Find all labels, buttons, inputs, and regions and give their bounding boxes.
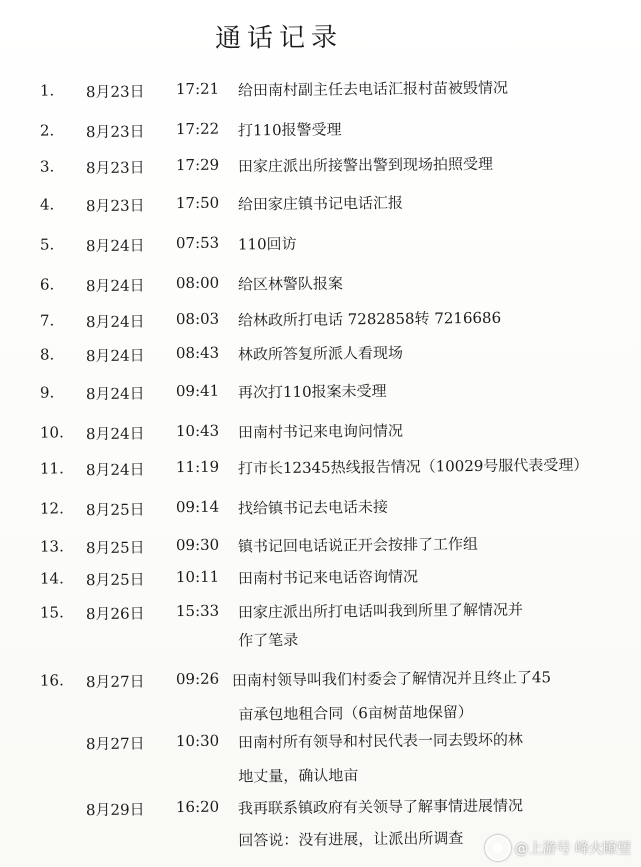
- record-date: 8月23日: [85, 196, 145, 216]
- record-description-continued: 亩承包地租合同（6亩树苗地保留）: [238, 703, 473, 724]
- record-number: 8.: [39, 345, 55, 364]
- record-number: 10.: [39, 423, 64, 442]
- call-record-row: [0, 453, 641, 490]
- record-description: 110回访: [237, 234, 297, 254]
- call-record-row: [0, 493, 641, 530]
- record-description: 再次打110报案未受理: [237, 381, 387, 402]
- record-description: 田南村书记来电询问情况: [237, 421, 404, 442]
- record-number: 16.: [39, 671, 64, 690]
- call-record-row: [0, 727, 641, 786]
- record-description: 给区林警队报案: [237, 274, 344, 294]
- record-date: 8月24日: [85, 276, 145, 296]
- call-record-row: [0, 269, 641, 306]
- record-number: 11.: [39, 459, 64, 478]
- record-number: 5.: [39, 235, 55, 254]
- record-date: 8月24日: [85, 236, 145, 256]
- record-number: 6.: [39, 275, 55, 294]
- call-record-row: [0, 115, 641, 152]
- watermark: [485, 835, 631, 861]
- record-time: 08:43: [175, 343, 220, 363]
- record-date: 8月23日: [85, 82, 145, 102]
- record-date: 8月24日: [85, 424, 145, 444]
- record-description: 田家庄派出所接警出警到现场拍照受理: [237, 154, 494, 176]
- record-date: 8月26日: [85, 604, 145, 624]
- record-time: 07:53: [175, 233, 220, 253]
- record-time: 09:30: [175, 535, 220, 555]
- record-time: 10:30: [175, 731, 220, 751]
- record-description: 打110报警受理: [237, 120, 342, 140]
- record-date: 8月24日: [85, 460, 145, 480]
- record-number: 3.: [39, 157, 55, 176]
- record-description: 田南村所有领导和村民代表一同去毁坏的林: [237, 730, 524, 752]
- call-record-row: [0, 597, 641, 650]
- call-record-row: [0, 417, 641, 454]
- record-date: 8月24日: [85, 312, 145, 332]
- record-description: 林政所答复所派人看现场: [237, 343, 404, 364]
- record-time: 17:22: [175, 119, 220, 139]
- record-date: 8月27日: [85, 734, 145, 754]
- record-description: 给田南村副主任去电话汇报村苗被毁情况: [237, 78, 509, 100]
- record-number: 15.: [39, 603, 64, 622]
- record-description: 田南村书记来电话咨询情况: [237, 567, 419, 588]
- record-description: 田家庄派出所打电话叫我到所里了解情况并: [237, 600, 524, 622]
- record-time: 08:03: [175, 309, 220, 329]
- call-record-row: [0, 189, 641, 226]
- page-title: 通话记录: [214, 22, 344, 54]
- record-time: 16:20: [175, 797, 220, 817]
- call-record-row: [0, 531, 641, 568]
- record-time: 10:11: [175, 567, 220, 587]
- call-record-row: [0, 377, 641, 414]
- record-time: 17:50: [175, 193, 220, 213]
- watermark-logo-icon: [485, 835, 511, 861]
- record-date: 8月25日: [85, 570, 145, 590]
- record-time: 17:21: [175, 79, 220, 99]
- record-time: 15:33: [175, 601, 220, 621]
- record-time: 08:00: [175, 273, 220, 293]
- record-description: 给田家庄镇书记电话汇报: [237, 193, 404, 214]
- call-record-row: [0, 305, 641, 342]
- record-description: 我再联系镇政府有关领导了解事情进展情况: [237, 796, 524, 818]
- record-date: 8月23日: [85, 158, 145, 178]
- record-description: 找给镇书记去电话未接: [237, 497, 389, 518]
- record-time: 10:43: [175, 421, 220, 441]
- record-date: 8月29日: [85, 800, 145, 820]
- record-time: 09:41: [175, 381, 220, 401]
- record-number: 1.: [39, 81, 55, 100]
- record-time: 17:29: [175, 155, 220, 175]
- call-record-row: [0, 563, 641, 600]
- record-date: 8月25日: [85, 500, 145, 520]
- record-description-continued: 地丈量，确认地亩: [238, 766, 359, 786]
- record-description-continued: 回答说：没有进展，让派出所调查: [238, 829, 464, 850]
- record-number: 4.: [39, 195, 55, 214]
- record-description: 田南村领导叫我们村委会了解情况并且终止了45: [231, 668, 552, 690]
- record-time: 11:19: [175, 457, 220, 477]
- call-record-row: [0, 229, 641, 266]
- call-record-row: [0, 339, 641, 376]
- record-description: 打市长12345热线报告情况（10029号服代表受理）: [237, 455, 589, 478]
- record-date: 8月24日: [85, 384, 145, 404]
- record-time: 09:14: [175, 497, 220, 517]
- record-number: 7.: [39, 311, 55, 330]
- record-time: 09:26: [175, 669, 220, 689]
- record-date: 8月27日: [85, 672, 145, 692]
- record-number: 14.: [39, 569, 64, 588]
- watermark-text: @上游号 峰火瞭望: [514, 841, 631, 857]
- record-number: 9.: [39, 383, 55, 402]
- record-date: 8月24日: [85, 346, 145, 366]
- call-record-row: [0, 151, 641, 188]
- record-description-continued: 作了笔录: [238, 630, 299, 650]
- record-date: 8月25日: [85, 538, 145, 558]
- record-number: 12.: [39, 499, 64, 518]
- call-record-row: [0, 665, 641, 724]
- record-date: 8月23日: [85, 122, 145, 142]
- record-description: 镇书记回电话说正开会按排了工作组: [237, 534, 479, 556]
- record-number: 2.: [39, 121, 55, 140]
- call-record-row: [0, 75, 641, 112]
- record-number: 13.: [39, 537, 64, 556]
- record-description: 给林政所打电话 7282858转 7216686: [237, 308, 502, 330]
